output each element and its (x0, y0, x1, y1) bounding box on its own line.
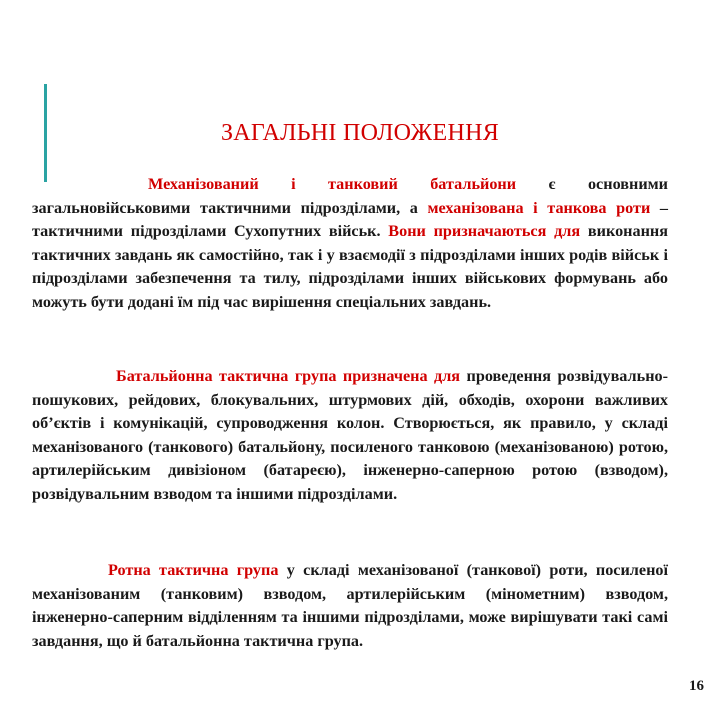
paragraph-text: є основними загальновійськовими тактичними підрозділами, а (32, 175, 669, 217)
paragraph-battalions (32, 173, 668, 315)
paragraph-text: – тактичними підрозділами Сухопутних військ. (32, 198, 668, 241)
highlighted-term: Ротна тактична група (108, 561, 279, 579)
highlighted-term: Батальйонна тактична група призначена для (116, 367, 461, 385)
slide-title: ЗАГАЛЬНІ ПОЛОЖЕННЯ (220, 120, 500, 147)
paragraph-battalion-tactical-group (32, 365, 668, 507)
paragraph-text: проведення розвідувально-пошукових, рейдових, блокувальних, штурмових дій, обходів, охорони важливих об’єктів і комунікацій, супроводження колон. Створюється, як правило, у складі механізованого (танкового) батальйону, посиленого танковою (механізованою) ротою, артилерійським дивізіоном (батареєю), інженерно-саперною ротою (взводом), розвідувальним взводом та іншими підрозділами. (32, 367, 668, 503)
highlighted-term: Механізований і танковий батальйони (148, 175, 517, 193)
highlighted-term: механізована і танкова роти (427, 198, 651, 217)
paragraph-text: у складі механізованої (танкової) роти, посиленої механізованим (танковим) взводом, артилерійським (мінометним) взводом, інженерно-саперним відділенням та іншими підрозділами, може вирішувати такі самі завдання, що й батальйонна тактична група. (32, 561, 668, 650)
paragraph-company-tactical-group (32, 559, 668, 653)
paragraph-text: виконання тактичних завдань як самостійно, так і у взаємодії з підрозділами інших родів військ і підрозділами забезпечення та тилу, підрозділами інших військових формувань або можуть бути додані їм під час вирішення спеціальних завдань. (32, 222, 669, 311)
highlighted-term: Вони призначаються для (388, 222, 581, 241)
page-number: 16 (689, 678, 704, 694)
